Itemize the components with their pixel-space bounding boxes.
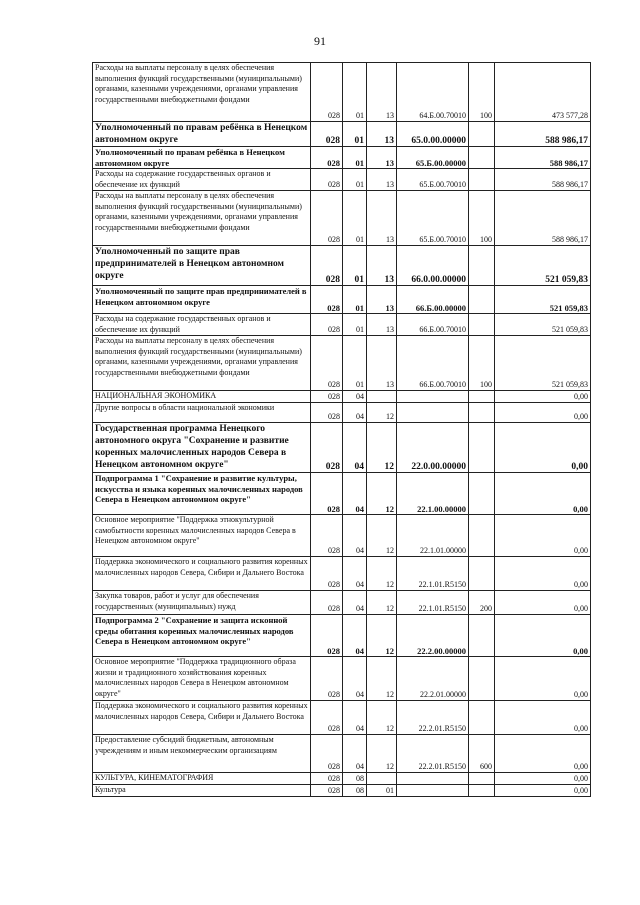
row-target-article-code — [397, 403, 469, 423]
row-subsection-code: 13 — [367, 122, 397, 147]
row-name: Основное мероприятие "Поддержка этнокультурной самобытности коренных малочисленных народов Севера в Ненецком автономном округе" — [93, 515, 311, 557]
row-target-article-code: 22.2.00.00000 — [397, 615, 469, 657]
table-row — [93, 591, 591, 615]
row-section-code: 04 — [343, 423, 367, 473]
row-expense-type-code — [469, 701, 495, 735]
row-section-code: 04 — [343, 615, 367, 657]
row-amount: 0,00 — [495, 785, 591, 797]
row-target-article-code: 64.Б.00.70010 — [397, 63, 469, 122]
table-row — [93, 701, 591, 735]
row-expense-type-code: 600 — [469, 735, 495, 773]
row-gr-code: 028 — [311, 122, 343, 147]
row-name: Расходы на выплаты персоналу в целях обеспечения выполнения функций государственными (муниципальными) органами, казенными учреждениями, органами управления государственными внебюджетными фондами — [93, 191, 311, 246]
row-gr-code: 028 — [311, 391, 343, 403]
row-expense-type-code: 100 — [469, 191, 495, 246]
row-section-code: 04 — [343, 735, 367, 773]
row-amount: 588 986,17 — [495, 169, 591, 191]
row-amount: 0,00 — [495, 403, 591, 423]
row-target-article-code: 66.Б.00.00000 — [397, 286, 469, 314]
table-row — [93, 147, 591, 169]
table-row — [93, 557, 591, 591]
table-row — [93, 403, 591, 423]
row-section-code: 04 — [343, 657, 367, 701]
row-section-code: 04 — [343, 515, 367, 557]
row-gr-code: 028 — [311, 773, 343, 785]
row-section-code: 04 — [343, 557, 367, 591]
row-gr-code: 028 — [311, 63, 343, 122]
row-expense-type-code — [469, 615, 495, 657]
row-expense-type-code — [469, 403, 495, 423]
row-name: Уполномоченный по правам ребёнка в Ненецком автономном округе — [93, 122, 311, 147]
row-amount: 521 059,83 — [495, 246, 591, 286]
row-subsection-code: 12 — [367, 423, 397, 473]
row-amount: 0,00 — [495, 773, 591, 785]
row-section-code: 08 — [343, 773, 367, 785]
row-name: Государственная программа Ненецкого автономного округа "Сохранение и развитие коренных малочисленных народов Севера в Ненецком автономном округе" — [93, 423, 311, 473]
table-row — [93, 191, 591, 246]
row-subsection-code: 13 — [367, 314, 397, 336]
row-amount: 521 059,83 — [495, 336, 591, 391]
row-amount: 0,00 — [495, 515, 591, 557]
table-row — [93, 473, 591, 515]
row-target-article-code: 66.0.00.00000 — [397, 246, 469, 286]
row-subsection-code — [367, 391, 397, 403]
row-target-article-code: 22.1.01.R5150 — [397, 557, 469, 591]
row-subsection-code: 01 — [367, 785, 397, 797]
row-subsection-code: 12 — [367, 615, 397, 657]
row-name: Расходы на содержание государственных органов и обеспечение их функций — [93, 314, 311, 336]
row-gr-code: 028 — [311, 403, 343, 423]
row-target-article-code: 22.2.01.R5150 — [397, 735, 469, 773]
row-name: Уполномоченный по защите прав предпринимателей в Ненецком автономном округе — [93, 286, 311, 314]
row-amount: 0,00 — [495, 473, 591, 515]
row-target-article-code — [397, 391, 469, 403]
table-row — [93, 169, 591, 191]
row-expense-type-code — [469, 657, 495, 701]
row-section-code: 08 — [343, 785, 367, 797]
table-row — [93, 336, 591, 391]
row-expense-type-code — [469, 785, 495, 797]
row-target-article-code: 22.0.00.00000 — [397, 423, 469, 473]
row-name: Расходы на выплаты персоналу в целях обеспечения выполнения функций государственными (муниципальными) органами, казенными учреждениями, органами управления государственными внебюджетными фондами — [93, 63, 311, 122]
row-subsection-code: 12 — [367, 701, 397, 735]
row-amount: 588 986,17 — [495, 122, 591, 147]
row-subsection-code: 12 — [367, 735, 397, 773]
row-name: Культура — [93, 785, 311, 797]
row-subsection-code: 13 — [367, 191, 397, 246]
row-expense-type-code — [469, 391, 495, 403]
row-target-article-code: 22.1.01.00000 — [397, 515, 469, 557]
row-name: НАЦИОНАЛЬНАЯ ЭКОНОМИКА — [93, 391, 311, 403]
row-name: Расходы на выплаты персоналу в целях обеспечения выполнения функций государственными (муниципальными) органами, казенными учреждениями, органами управления государственными внебюджетными фондами — [93, 336, 311, 391]
row-section-code: 04 — [343, 403, 367, 423]
row-expense-type-code — [469, 515, 495, 557]
table-row — [93, 657, 591, 701]
row-gr-code: 028 — [311, 701, 343, 735]
row-expense-type-code: 200 — [469, 591, 495, 615]
row-expense-type-code — [469, 557, 495, 591]
row-subsection-code: 13 — [367, 63, 397, 122]
row-section-code: 01 — [343, 122, 367, 147]
row-subsection-code — [367, 773, 397, 785]
row-subsection-code: 13 — [367, 286, 397, 314]
row-subsection-code: 13 — [367, 147, 397, 169]
row-expense-type-code: 100 — [469, 63, 495, 122]
budget-table — [92, 62, 591, 797]
row-gr-code: 028 — [311, 473, 343, 515]
row-expense-type-code: 100 — [469, 336, 495, 391]
table-row — [93, 314, 591, 336]
row-subsection-code: 12 — [367, 557, 397, 591]
row-subsection-code: 12 — [367, 591, 397, 615]
row-section-code: 01 — [343, 191, 367, 246]
row-expense-type-code — [469, 147, 495, 169]
row-gr-code: 028 — [311, 423, 343, 473]
row-expense-type-code — [469, 773, 495, 785]
row-gr-code: 028 — [311, 785, 343, 797]
table-row — [93, 391, 591, 403]
row-amount: 0,00 — [495, 591, 591, 615]
row-gr-code: 028 — [311, 557, 343, 591]
row-gr-code: 028 — [311, 615, 343, 657]
row-amount: 0,00 — [495, 735, 591, 773]
table-row — [93, 246, 591, 286]
row-subsection-code: 12 — [367, 657, 397, 701]
row-target-article-code — [397, 773, 469, 785]
row-amount: 0,00 — [495, 391, 591, 403]
row-target-article-code: 22.2.01.00000 — [397, 657, 469, 701]
row-name: Предоставление субсидий бюджетным, автономным учреждениям и иным некоммерческим организациям — [93, 735, 311, 773]
table-row — [93, 735, 591, 773]
row-amount: 588 986,17 — [495, 191, 591, 246]
row-name: Уполномоченный по защите прав предпринимателей в Ненецком автономном округе — [93, 246, 311, 286]
row-subsection-code: 12 — [367, 515, 397, 557]
row-name: Подпрограмма 1 "Сохранение и развитие культуры, искусства и языка коренных малочисленных народов Севера в Ненецком автономном округе" — [93, 473, 311, 515]
row-name: Поддержка экономического и социального развития коренных малочисленных народов Севера, Сибири и Дальнего Востока — [93, 557, 311, 591]
row-gr-code: 028 — [311, 246, 343, 286]
row-target-article-code: 65.Б.00.70010 — [397, 191, 469, 246]
row-expense-type-code — [469, 286, 495, 314]
row-section-code: 01 — [343, 336, 367, 391]
row-section-code: 01 — [343, 147, 367, 169]
row-expense-type-code — [469, 473, 495, 515]
row-target-article-code — [397, 785, 469, 797]
row-amount: 0,00 — [495, 423, 591, 473]
table-row — [93, 423, 591, 473]
row-name: Закупка товаров, работ и услуг для обеспечения государственных (муниципальных) нужд — [93, 591, 311, 615]
row-amount: 521 059,83 — [495, 314, 591, 336]
row-section-code: 01 — [343, 63, 367, 122]
row-amount: 0,00 — [495, 615, 591, 657]
row-expense-type-code — [469, 423, 495, 473]
row-target-article-code: 66.Б.00.70010 — [397, 314, 469, 336]
row-gr-code: 028 — [311, 657, 343, 701]
row-expense-type-code — [469, 122, 495, 147]
row-section-code: 04 — [343, 391, 367, 403]
row-gr-code: 028 — [311, 286, 343, 314]
row-amount: 588 986,17 — [495, 147, 591, 169]
row-subsection-code: 12 — [367, 473, 397, 515]
page-number: 91 — [314, 34, 326, 48]
row-target-article-code: 22.1.01.R5150 — [397, 591, 469, 615]
row-section-code: 01 — [343, 246, 367, 286]
row-expense-type-code — [469, 246, 495, 286]
row-subsection-code: 13 — [367, 336, 397, 391]
row-subsection-code: 13 — [367, 169, 397, 191]
row-amount: 0,00 — [495, 557, 591, 591]
row-target-article-code: 65.0.00.00000 — [397, 122, 469, 147]
row-name: Уполномоченный по правам ребёнка в Ненецком автономном округе — [93, 147, 311, 169]
table-row — [93, 122, 591, 147]
row-name: Основное мероприятие "Поддержка традиционного образа жизни и традиционного хозяйствования коренных малочисленных народов Севера в Ненецком автономном округе" — [93, 657, 311, 701]
row-gr-code: 028 — [311, 314, 343, 336]
row-section-code: 04 — [343, 473, 367, 515]
row-target-article-code: 66.Б.00.70010 — [397, 336, 469, 391]
row-section-code: 04 — [343, 591, 367, 615]
table-row — [93, 63, 591, 122]
row-name: КУЛЬТУРА, КИНЕМАТОГРАФИЯ — [93, 773, 311, 785]
row-gr-code: 028 — [311, 591, 343, 615]
row-section-code: 01 — [343, 169, 367, 191]
row-amount: 0,00 — [495, 657, 591, 701]
table-row — [93, 785, 591, 797]
row-section-code: 01 — [343, 314, 367, 336]
row-expense-type-code — [469, 169, 495, 191]
row-section-code: 01 — [343, 286, 367, 314]
row-amount: 521 059,83 — [495, 286, 591, 314]
row-amount: 0,00 — [495, 701, 591, 735]
row-section-code: 04 — [343, 701, 367, 735]
table-row — [93, 773, 591, 785]
row-target-article-code: 65.Б.00.00000 — [397, 147, 469, 169]
table-row — [93, 286, 591, 314]
table-row — [93, 615, 591, 657]
row-name: Другие вопросы в области национальной экономики — [93, 403, 311, 423]
row-gr-code: 028 — [311, 735, 343, 773]
row-target-article-code: 22.2.01.R5150 — [397, 701, 469, 735]
row-expense-type-code — [469, 314, 495, 336]
row-amount: 473 577,28 — [495, 63, 591, 122]
row-name: Подпрограмма 2 "Сохранение и защита исконной среды обитания коренных малочисленных народов Севера в Ненецком автономном округе" — [93, 615, 311, 657]
row-gr-code: 028 — [311, 191, 343, 246]
row-target-article-code: 65.Б.00.70010 — [397, 169, 469, 191]
row-target-article-code: 22.1.00.00000 — [397, 473, 469, 515]
table-row — [93, 515, 591, 557]
row-gr-code: 028 — [311, 336, 343, 391]
row-gr-code: 028 — [311, 515, 343, 557]
row-gr-code: 028 — [311, 147, 343, 169]
row-subsection-code: 13 — [367, 246, 397, 286]
row-name: Расходы на содержание государственных органов и обеспечение их функций — [93, 169, 311, 191]
row-gr-code: 028 — [311, 169, 343, 191]
row-name: Поддержка экономического и социального развития коренных малочисленных народов Севера, Сибири и Дальнего Востока — [93, 701, 311, 735]
row-subsection-code: 12 — [367, 403, 397, 423]
